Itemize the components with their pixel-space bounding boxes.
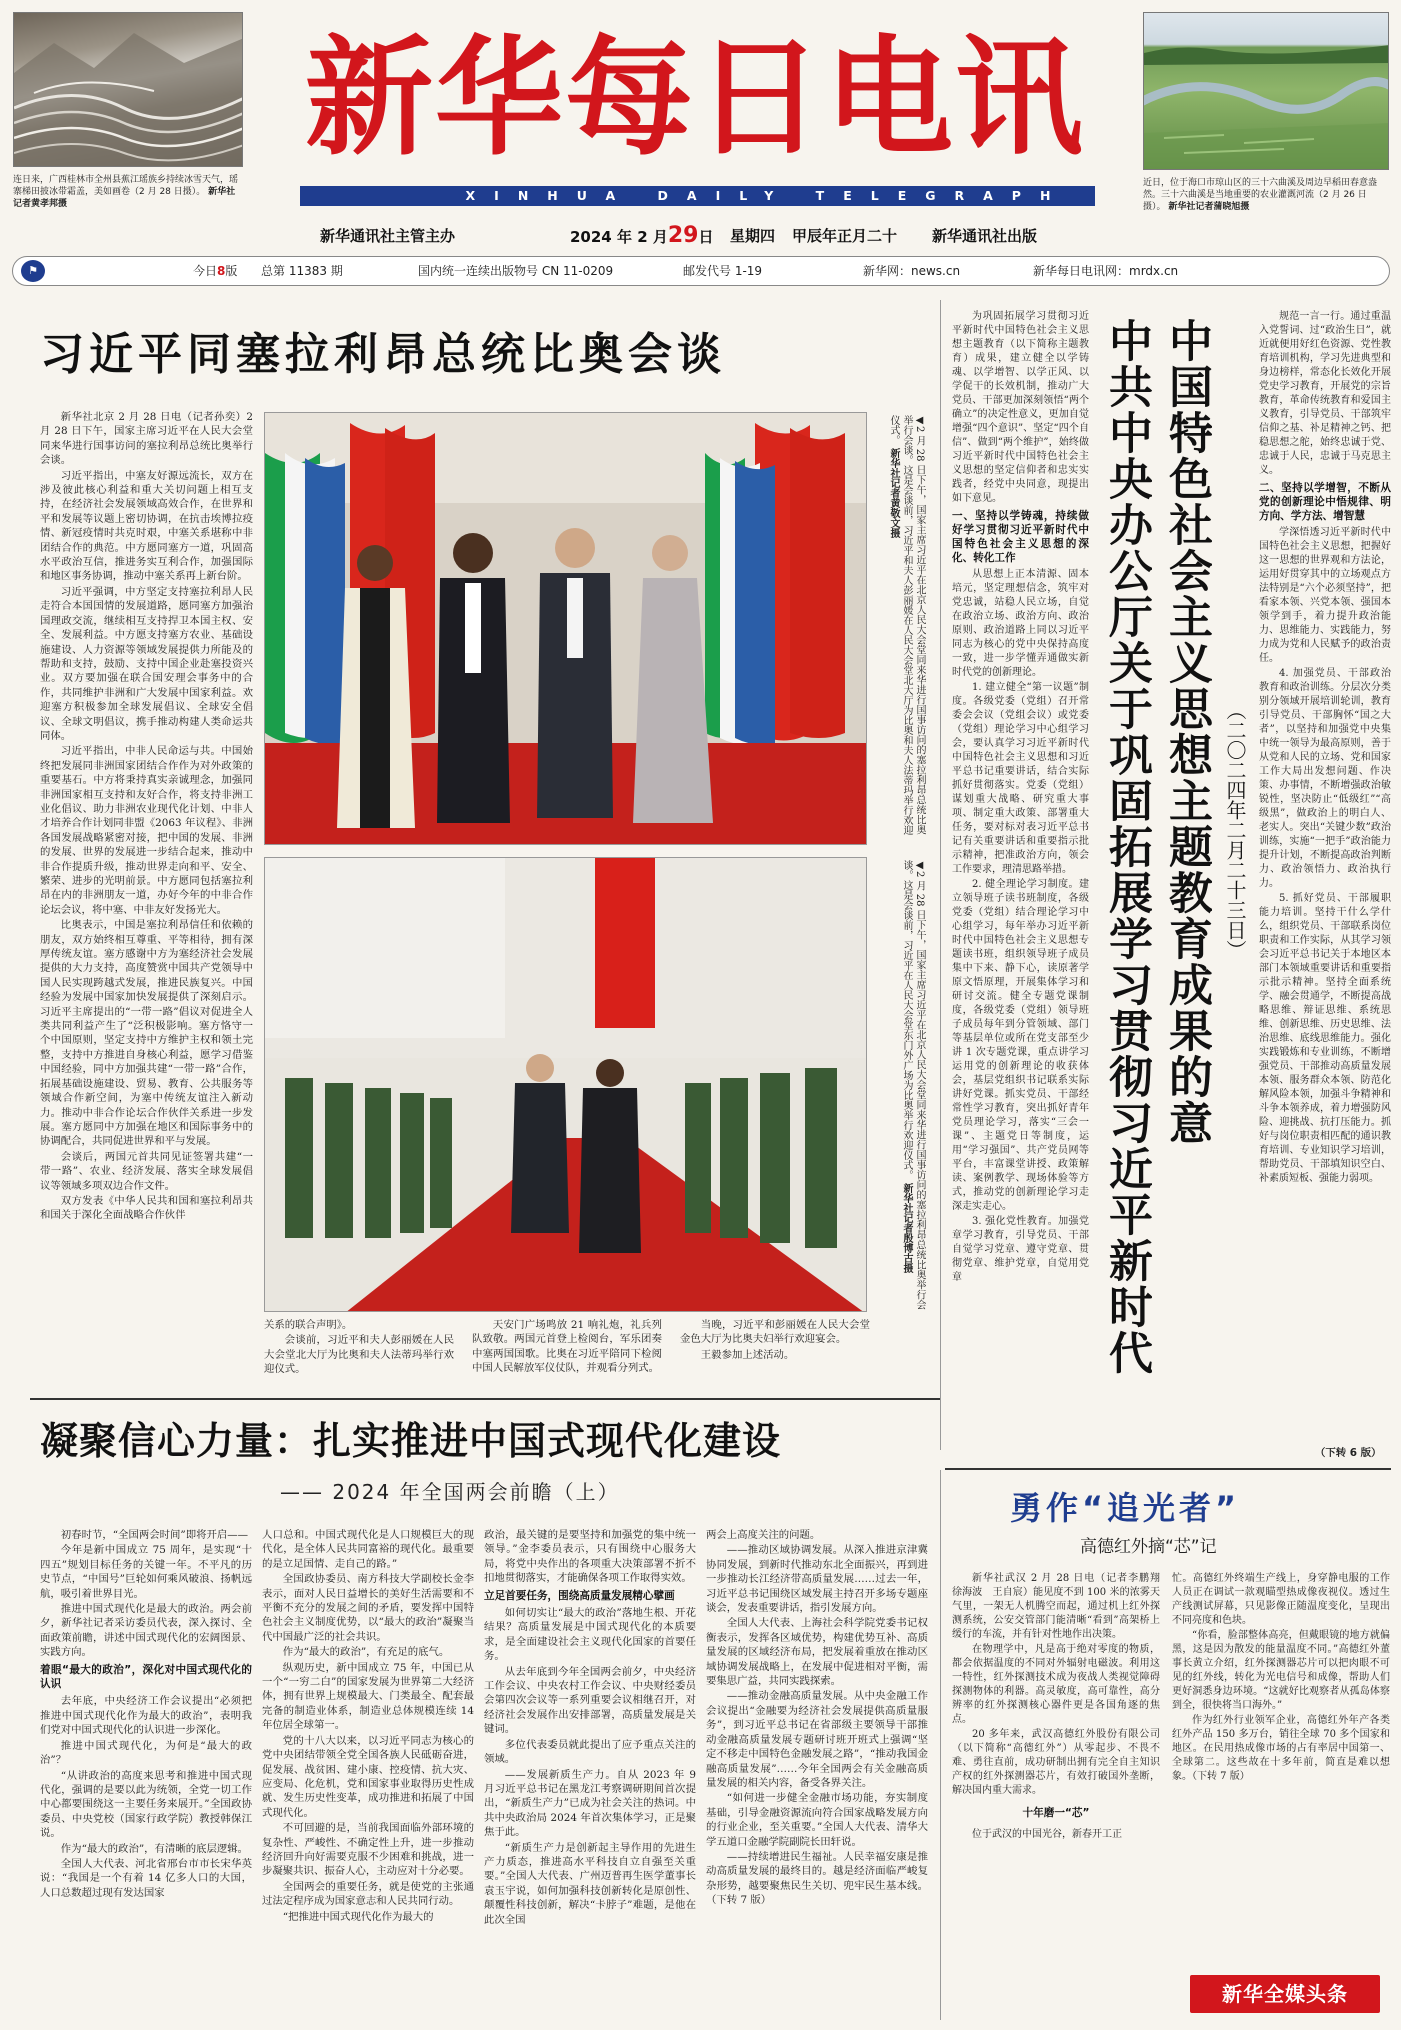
feature-para: 纵观历史，新中国成立 75 年，中国已从一个“一穷二白”的国家发展为世界第二大经济体，拥有世界上规模最大、门类最全、配套最完备的制造业体系，制造业总体规模连续 14 年位居全球第一。	[262, 1661, 474, 1732]
river-fields-image	[1144, 13, 1389, 170]
lead-cont-para: 王毅参加上述活动。	[700, 1348, 795, 1361]
opinion-para: 3. 强化党性教育。加强党章学习教育，引导党员、干部自觉学习党章、遵守党章、贯彻党章、维护党章，自觉用党章	[952, 1216, 1089, 1283]
leaders-meeting-image	[265, 413, 867, 845]
publisher-left: 新华通讯社主管主办	[320, 227, 456, 245]
photo-2-credit: 新华社记者殷博古摄	[901, 1183, 912, 1274]
feature-section-heading: 着眼“最大的政治”，深化对中国式现代化的认识	[40, 1663, 252, 1691]
masthead-logo	[300, 16, 1100, 206]
lead-para: 新华社北京 2 月 28 日电（记者孙奕）2 月 28 日下午，国家主席习近平在人民大会堂同来华进行国事访问的塞拉利昂总统比奥举行会谈。	[40, 411, 253, 467]
left-photo-caption-text: 连日来，广西桂林市全州县蕉江瑶族乡持续冰雪天气，瑶寨梯田披冰带霜盖，美如画卷（2 月 28 日摄）。	[13, 175, 239, 197]
side-para: 新华社武汉 2 月 28 日电（记者李鹏翔 徐海波 王自宸）能见度不到 100 米的浓雾天气里，一架无人机腾空而起，通过机上红外探测系统，公安交管部门能清晰“看到”高架桥上缓行的车流，并有针对性地作出决策。	[952, 1573, 1160, 1640]
side-para: 20 多年来，武汉高德红外股份有限公司（以下简称“高德红外”）从零起步、不畏不难、勇往直前，成功研制出拥有完全自主知识产权的红外探测器芯片，有效打破国外垄断，解决国内重大需求。	[952, 1729, 1160, 1796]
side-top-rule	[945, 1468, 1391, 1470]
feature-para: “把推进中国式现代化作为最大的	[282, 1910, 434, 1923]
lead-para: 习近平指出，中塞友好源远流长，双方在涉及彼此核心利益和重大关切问题上相互支持，在经济社会发展领域高效合作，在世界和平和发展等议题上密切协调，在抗击埃博拉疫情、新冠疫情时共克时艰，中塞关系堪称中非团结合作的典范。中方愿同塞方一道，巩固高水平政治互信，推进务实互利合作，加强国际和地区事务协调，推动中塞关系再上新台阶。	[40, 469, 253, 583]
feature-para: 全国人大代表、河北省邢台市市长宋华英说：“我国是一个有着 14 亿多人口的大国，人口总数超过现有发达国家	[40, 1857, 252, 1899]
lead-cont-para: 天安门广场鸣放 21 响礼炮，礼兵列队致敬。两国元首登上检阅台，军乐团奏中塞两国国歌。比奥在习近平陪同下检阅中国人民解放军仪仗队，并观看分列式。	[472, 1319, 662, 1375]
feature-para: 人口总和。中国式现代化是人口规模巨大的现代化，是全体人民共同富裕的现代化。最重要的是立足国情、走自己的路。”	[262, 1529, 474, 1570]
opinion-para: 5. 抓好党员、干部履职能力培训。坚持干什么学什么，组织党员、干部联系岗位职责和工作实际，从其学习领会习近平总书记关于本地区本部门本领域重要讲话和重要指示批示精神。坚持全面系统学、融会贯通学，不断提高战略思维、辩证思维、系统思维、创新思维、历史思维、法治思维、底线思维能力。强化实践锻炼和专业训练，不断增强党员、干部推动高质量发展本领、服务群众本领、防范化解风险本领，加强斗争精神和斗争本领养成，着力增强防风险、迎挑战、抗打压能力。抓好与岗位职责相匹配的通识教育培训、专业知识学习培训，帮助党员、干部填知识空白、补素质短板、强能力弱项。	[1259, 893, 1391, 1184]
left-photo-caption	[13, 174, 243, 220]
photo-1-caption	[872, 415, 926, 843]
weekday: 星期四	[730, 227, 776, 245]
right-photo-caption	[1143, 177, 1389, 223]
feature-para: 推进中国式现代化是最大的政治。两会前夕，新华社记者采访委员代表，深入探讨、全面政策前瞻，讲述中国式现代化的宏阔图景、实践方向。	[40, 1603, 252, 1659]
opinion-para: 4. 加强党员、干部政治教育和政治训练。分层次分类别分领域开展培训轮训，教育引导党员、干部胸怀“国之大者”，以坚持和加强党中央集中统一领导为最高原则，善于从党和人民的立场、党和国家工作大局出发想问题、作决策、办事情，不断增强政治敏锐性，坚决防止“低级红”“高级黑”，做政治上的明白人、老实人。突出“关键少数”政治训练，实施“一把手”政治能力提升计划，不断提高政治判断力、政治领悟力、政治执行力。	[1259, 668, 1391, 889]
lead-column-1	[40, 410, 253, 1390]
opinion-headline-col-2: 中国特色社会主义思想主题教育成果的意	[1161, 318, 1212, 1146]
date-line	[300, 224, 1100, 248]
feature-para: ——发展新质生产力。自从 2023 年 9 月习近平总书记在黑龙江考察调研期间首次提出，“新质生产力”已成为社会关注的热词。中共中央政治局 2024 年首次集体学习，正是聚焦于此。	[484, 1768, 696, 1839]
feature-column-4	[706, 1528, 928, 2023]
photo-2-caption-text: ◀2 月 28 日下午，国家主席习近平在北京人民大会堂同来华进行国事访问的塞拉利昂总统比奥举行会谈。这是会谈前，习近平在人民大会堂东门外广场为比奥举行欢迎仪式。	[901, 860, 925, 1310]
all-media-headline-badge[interactable]	[1190, 1975, 1380, 2013]
feature-para: 全国两会的重要任务，就是使党的主张通过法定程序成为国家意志和人民共同行动。	[262, 1880, 474, 1908]
photo-1-caption-text: ◀2 月 28 日下午，国家主席习近平在北京人民大会堂同来华进行国事访问的塞拉利昂总统比奥举行会谈。这是会谈前，习近平和夫人彭丽媛在人民大会堂北大厅为比奥和夫人法蒂玛举行欢迎仪式。	[888, 415, 925, 835]
section-divider	[30, 1398, 940, 1400]
lead-headline: 习近平同塞拉利昂总统比奥会谈	[40, 329, 726, 380]
feature-column-3	[484, 1528, 696, 2023]
column-separator	[940, 300, 941, 1450]
photo-2-caption	[872, 860, 926, 1310]
lead-cont-para: 会谈前，习近平和夫人彭丽媛在人民大会堂北大厅为比奥和夫人法蒂玛举行欢迎仪式。	[264, 1334, 454, 1376]
side-subheadline: 高德红外摘“芯”记	[1080, 1537, 1217, 1557]
honor-guard-image	[265, 858, 867, 1312]
opinion-para: 规范一言一行。通过重温入党誓词、过“政治生日”，就近就便用好红色资源、党性教育培训机构，学习先进典型和身边榜样，常态化长效化开展党史学习教育，开展党的宗旨教育，革命传统教育和爱国主义教育，引导党员、干部筑牢信仰之基、补足精神之钙、把稳思想之舵，始终忠诚于党、忠诚于人民，忠诚于马克思主义。	[1259, 311, 1391, 476]
lead-para: 比奥表示，中国是塞拉利昂信任和依赖的朋友，双方始终相互尊重、平等相待，拥有深厚传统友谊。塞方感谢中方为塞经济社会发展提供的大力支持，高度赞赏中国共产党领导中国人民实现跨越式发展，推进民族复兴。中国经验为发展中国家加快发展提供了深刻启示。习近平主席提出的“一带一路”倡议对促进全人类共同利益产生了“泛积极影响。塞方恪守一个中国原则，坚定支持中方维护主权和领土完整，支持中方推进自身核心利益，愿学习借鉴中国经验，同中方加强共建“一带一路”合作，拓展基础设施建设、贸易、教育、公共服务等领域合作新空间，为塞中传统友谊注入新动力。推动中非合作论坛合作伙伴关系进一步发展。塞方愿同中方加强在地区和国际事务中的协调配合，共同促进世界和平与发展。	[40, 919, 253, 1148]
feature-subheadline: —— 2024 年全国两会前瞻（上）	[280, 1480, 620, 1504]
left-photo-credit: 新华社记者黄孝邦摄	[13, 187, 236, 209]
feature-para: 多位代表委员就此提出了应予重点关注的领域。	[484, 1738, 696, 1766]
feature-para: 党的十八大以来，以习近平同志为核心的党中央团结带领全党全国各族人民砥砺奋进，促发展、战贫困、建小康、控疫情、抗大灾、应变局、化危机，党和国家事业取得历史性成就、发生历史性变革，成功推进和拓展了中国式现代化。	[262, 1734, 474, 1819]
side-para: “你看，脸部整体高亮，但戴眼镜的地方就偏黑，这是因为散发的能量温度不同。”高德红外董事长黄立介绍，红外探测器芯片可以把肉眼不可见的红外线，转化为光电信号和成像，帮助人们更好洞悉身边环境。“这就好比观察者从孤岛体察到全，很快将当口海外。”	[1172, 1630, 1390, 1711]
opinion-right-column	[1259, 310, 1391, 1450]
opinion-section-heading: 一、坚持以学铸魂，持续做好学习贯彻习近平新时代中国特色社会主义思想的深化、转化工作	[952, 510, 1089, 564]
mountain-terrace-image	[14, 13, 243, 167]
side-headline: 勇作“追光者”	[1010, 1489, 1241, 1527]
lead-continuation-2	[472, 1318, 662, 1388]
opinion-para: 为巩固拓展学习贯彻习近平新时代中国特色社会主义思想主题教育（以下简称主题教育）成果，建立健全以学铸魂、以学增智、以学正风、以学促干的长效机制，推动广大党员、干部更加深刻领悟“两个确立”的决定性意义，更加自觉增强“四个意识”、坚定“四个自信”、做到“两个维护”，始终做习近平新时代中国特色社会主义思想的坚定信仰者和忠实实践者，经党中央同意，现提出如下意见。	[952, 311, 1089, 504]
guards-right	[685, 1068, 837, 1248]
info-bar	[12, 256, 1390, 286]
feature-section-heading: 立足首要任务，围绕高质量发展精心擘画	[484, 1589, 675, 1602]
cn-number: 国内统一连续出版物号 CN 11-0209	[418, 264, 614, 278]
lead-photo-1	[264, 412, 867, 845]
opinion-continued: （下转 6 版）	[1315, 1447, 1382, 1459]
side-para: 忙。高德红外终端生产线上，身穿静电服的工作人员正在调试一款观瞄型热成像夜视仪。透过生产线测试屏幕，只见影像正随温度变化，呈现出不同亮度和色块。	[1172, 1573, 1390, 1626]
mrdx-link[interactable]: 新华每日电讯网：mrdx.cn	[1033, 264, 1179, 278]
feature-para: “从讲政治的高度来思考和推进中国式现代化，强调的是要以此为统领，全党一切工作中心都要围绕这一主要任务来展开。”全国政协委员、中央党校（国家行政学院）教授韩保江说。	[40, 1769, 252, 1840]
feature-para: 如何切实让“最大的政治”落地生根、开花结果？高质量发展是中国式现代化的本质要求，是全面建设社会主义现代化国家的首要任务。	[484, 1607, 696, 1663]
issue-number: 总第 11383 期	[261, 264, 343, 278]
lead-para: 习近平指出，中非人民命运与共。中国始终把发展同非洲国家团结合作作为对外政策的重要基石。中方将秉持真实亲诚理念，加强同非洲国家相互支持和友好合作，将支持非洲工业化倡议、助力非洲农业现代化计划、中非人才培养合作计划同非盟《2063 年议程》、非洲各国发展战略紧密对接，把中国的发展、非洲的发展、世界的发展进一步结合起来，推动中非合作提质升级，推动世界走向和平、安全、繁荣、进步的光明前景。中方愿同包括塞拉利昂在内的非洲朋友一道，办好今年的中非合作论坛会议，将中塞、中非友好发扬光大。	[40, 745, 253, 916]
opinion-left-column	[952, 310, 1089, 1450]
website-link[interactable]: 新华网：news.cn	[863, 264, 961, 278]
feature-para: ——推动金融高质量发展。从中央金融工作会议提出“金融要为经济社会发展提供高质量服务”，到习近平总书记在省部级主要领导干部推动金融高质量发展专题研讨班开班式上强调“坚定不移走中国特色金融发展之路”，“推动我国金融高质量发展”……今年全国两会有关金融高质量发展的相关内容，备受各界关注。	[706, 1690, 928, 1789]
feature-para: 政治，最关键的是要坚持和加强党的集中统一领导。”金李委员表示，只有围绕中心服务大局，将党中央作出的各项重大决策部署不折不扣地贯彻落实，才能确保各项工作取得实效。	[484, 1529, 696, 1585]
publisher-right: 新华通讯社出版	[932, 227, 1038, 245]
lunar-date: 甲辰年正月二十	[792, 227, 898, 245]
info-bar-logo-icon: ⚑	[21, 260, 45, 282]
right-photo-credit: 新华社记者蒲晓旭摄	[1168, 202, 1250, 212]
logo-text: 新华每日电讯	[305, 23, 1086, 173]
side-para: 在物理学中，凡是高于绝对零度的物质，都会依据温度的不同对外辐射电磁波。利用这一特性，红外探测技术成为夜战人类视觉障碍探测物体的利器。高灵敏度，高可靠性，高分辨率的红外探测核心器件更是各国角逐的焦点。	[952, 1644, 1160, 1725]
feature-para: 作为“最大的政治”，有清晰的底层逻辑。	[60, 1842, 249, 1855]
feature-column-1	[40, 1528, 252, 2023]
opinion-para: 学深悟透习近平新时代中国特色社会主义思想，把握好这一思想的世界观和方法论，运用好贯穿其中的立场观点方法特别是“六个必须坚持”，把看家本领、兴党本领、强国本领学到手，着力提升政治能力、思维能力、实践能力，努力成为党和人民赋予的政治责任。	[1259, 527, 1391, 664]
lead-cont-para: 关系的联合声明》。	[264, 1319, 353, 1331]
feature-para: 初春时节，“全国两会时间”即将开启——	[60, 1529, 249, 1541]
feature-para: ——持续增进民生福祉。人民幸福安康是推动高质量发展的最终目的。越是经济面临严峻复杂形势，越要聚焦民生关切、兜牢民生基本线。（下转 7 版）	[706, 1850, 928, 1907]
masthead-right-photo	[1143, 12, 1389, 170]
feature-column-2	[262, 1528, 474, 2023]
side-column-1	[952, 1572, 1160, 2022]
masthead-left-photo	[13, 12, 243, 167]
opinion-para: 1. 建立健全“第一议题”制度。各级党委（党组）召开常委会会议（党组会议）或党委（党组）理论学习中心组学习会，要认真学习习近平新时代中国特色社会主义思想和习近平总书记重要讲话，结合实际抓好贯彻落实。党委（党组）谋划重大战略、研究重大事项、制定重大政策、部署重大任务，要对标对表习近平总书记有关重要讲话和重要指示批示精神，把准政治方向，领会工作要求，理清思路举措。	[952, 682, 1089, 875]
lead-para: 双方发表《中华人民共和国和塞拉利昂共和国关于深化全面战略合作伙伴	[40, 1194, 253, 1222]
feature-para: 全国政协委员、南方科技大学副校长金李表示，面对人民日益增长的美好生活需要和不平衡不充分的发展之间的矛盾，要发挥中国特色社会主义制度优势，以“最大的政治”凝聚当代中国最广泛的社会共识。	[262, 1573, 474, 1643]
side-para: 位于武汉的中国光谷，新春开工正	[972, 1829, 1122, 1840]
opinion-headline-col-1: 中共中央办公厅关于巩固拓展学习贯彻习近平新时代	[1101, 318, 1152, 1376]
photo-1-credit: 新华社记者黄敬文摄	[888, 448, 899, 539]
postal-code: 邮发代号 1-19	[683, 264, 763, 278]
feature-headline: 凝聚信心力量：扎实推进中国式现代化建设	[40, 1419, 782, 1463]
figure-bio	[579, 1059, 641, 1253]
feature-para: 今年是新中国成立 75 周年，是实现“十四五”规划目标任务的关键一年。不平凡的历史节点，“中国号”巨轮如何乘风破浪、扬帆远航，吸引着世界目光。	[40, 1544, 252, 1600]
date-day: 29	[667, 223, 699, 248]
opinion-para: 从思想上正本清源、固本培元，坚定理想信念，筑牢对党忠诚，站稳人民立场，自觉在政治立场、政治方向、政治原则、政治道路上同以习近平同志为核心的党中央保持高度一致，进一步学懂弄通做实新时代党的创新理论。	[952, 569, 1089, 678]
feature-para: 从去年底到今年全国两会前夕，中央经济工作会议、中央农村工作会议、中央财经委员会第四次会议等一系列重要会议相继召开，对经济社会发展作出安排部署，高质量发展是关键词。	[484, 1665, 696, 1736]
lead-para: 习近平强调，中方坚定支持塞拉利昂人民走符合本国国情的发展道路，愿同塞方加强治国理政交流，继续相互支持捍卫本国主权、安全、发展利益。中方愿支持塞方农业、基础设施建设、人力资源等领域发展提供力所能及的帮助和支持，鼓励、支持中国企业赴塞投资兴业。双方要加强在联合国安理会事务中的合作，共同维护非洲和广大发展中国家利益。欢迎塞方积极参加全球发展倡议、全球安全倡议、全球文明倡议，携手推动构建人类命运共同体。	[40, 585, 253, 742]
feature-para: 不可回避的是，当前我国面临外部环境的复杂性、严峻性、不确定性上升，进一步推动经济回升向好需要克服不少困难和挑战，进一步凝聚共识、振奋人心，主动应对十分必要。	[262, 1822, 474, 1878]
feature-para: “如何进一步健全金融市场功能，夯实制度基础，引导金融资源流向符合国家战略发展方向的行业企业，至关重要。”全国人大代表、清华大学五道口金融学院副院长田轩说。	[706, 1792, 928, 1848]
issue-date: 2024 年 2 月29日	[570, 223, 714, 248]
feature-para: 作为“最大的政治”，有充足的底气。	[282, 1646, 450, 1659]
opinion-section-heading: 二、坚持以学增智，不断从党的创新理论中悟规律、明方向、学方法、增智慧	[1259, 482, 1391, 522]
feature-para: 去年底，中央经济工作会议提出“必须把推进中国式现代化作为最大的政治”，表明我们党对中国式现代化的认识进一步深化。	[40, 1695, 252, 1737]
logo-english-bar: XINHUA DAILY TELEGRAPH	[300, 186, 1095, 206]
lead-continuation-3	[680, 1318, 870, 1388]
lead-cont-para: 当晚，习近平和彭丽媛在人民大会堂金色大厅为比奥夫妇举行欢迎宴会。	[680, 1319, 870, 1346]
side-section-heading: 十年磨一“芯”	[1022, 1807, 1090, 1819]
opinion-date: （二〇二四年二月二十三日）	[1223, 700, 1247, 960]
lead-continuation-1	[264, 1318, 454, 1388]
feature-para: “新质生产力是创新起主导作用的先进生产力质态，推进高水平科技自立自强至关重要。”全国人大代表、广州迈普再生医学董事长袁玉宇说，如何加强科技创新转化是原创性、颠覆性科技创新，解决“卡脖子”难题，是他在此次全国	[484, 1841, 696, 1926]
side-divider	[940, 1470, 941, 2020]
right-photo-caption-text: 近日，位于海口市琼山区的三十六曲溪及周边早稻田春意盎然。三十六曲溪是当地重要的农业灌溉河流（2 月 26 日摄）。	[1143, 178, 1378, 212]
side-para: 作为红外行业领军企业，高德红外年产各类红外产品 150 多万台，销往全球 70 多个国家和地区。在民用热成像市场的占有率居中国第一、全球第二。这些故在十多年前，简直是难以想象。（下转 7 版）	[1172, 1715, 1390, 1782]
feature-para: ——推动区域协调发展。从深入推进京津冀协同发展，到新时代推动东北全面振兴，再到进一步推动长江经济带高质量发展……过去一年，习近平总书记围绕区域发展主持召开多场专题座谈会，发表重要讲话，指引发展方向。	[706, 1544, 928, 1615]
feature-para: 全国人大代表、上海社会科学院党委书记权衡表示，发挥各区域优势，构建优势互补、高质量发展的区域经济布局，把发展着重放在推动区域协调发展战略上，在发展中促进相对平衡，需要集思广益，共同实践探索。	[706, 1617, 928, 1688]
lead-photo-2	[264, 857, 867, 1312]
pages-count: 今日8版	[193, 264, 238, 278]
lead-para: 会谈后，两国元首共同见证签署共建“一带一路”、农业、经济发展、落实全球发展倡议等领域多项双边合作文件。	[40, 1150, 253, 1192]
opinion-para: 2. 健全理论学习制度。建立领导班子读书班制度，各级党委（党组）结合理论学习中心组学习，每年举办习近平新时代中国特色社会主义思想专题读书班，组织领导班子成员集中下来、静下心，读原著学原文悟原理，开展集体学习和研讨交流。健全专题党课制度，各级党委（党组）领导班子成员每年到分管领域、部门等基层单位或所在党支部至少讲 1 次专题党课，重点讲学习运用党的创新理论的收获体会，基层党组织书记联系实际讲好党课。抓实党员、干部经常性学习教育，突出抓好青年党员理论学习，落实“三会一课”、主题党日等制度，运用“学习强国”、共产党员网等平台，丰富课堂讲授、政策解读、案例教学、现场体验等方式，推动党的创新理论学习走深走实走心。	[952, 879, 1089, 1212]
feature-para: 推进中国式现代化，为何是“最大的政治”？	[40, 1739, 252, 1767]
feature-para: 两会上高度关注的问题。	[706, 1529, 821, 1541]
all-media-headline-label: 新华全媒头条	[1222, 1982, 1348, 2006]
side-column-2	[1172, 1572, 1390, 1964]
